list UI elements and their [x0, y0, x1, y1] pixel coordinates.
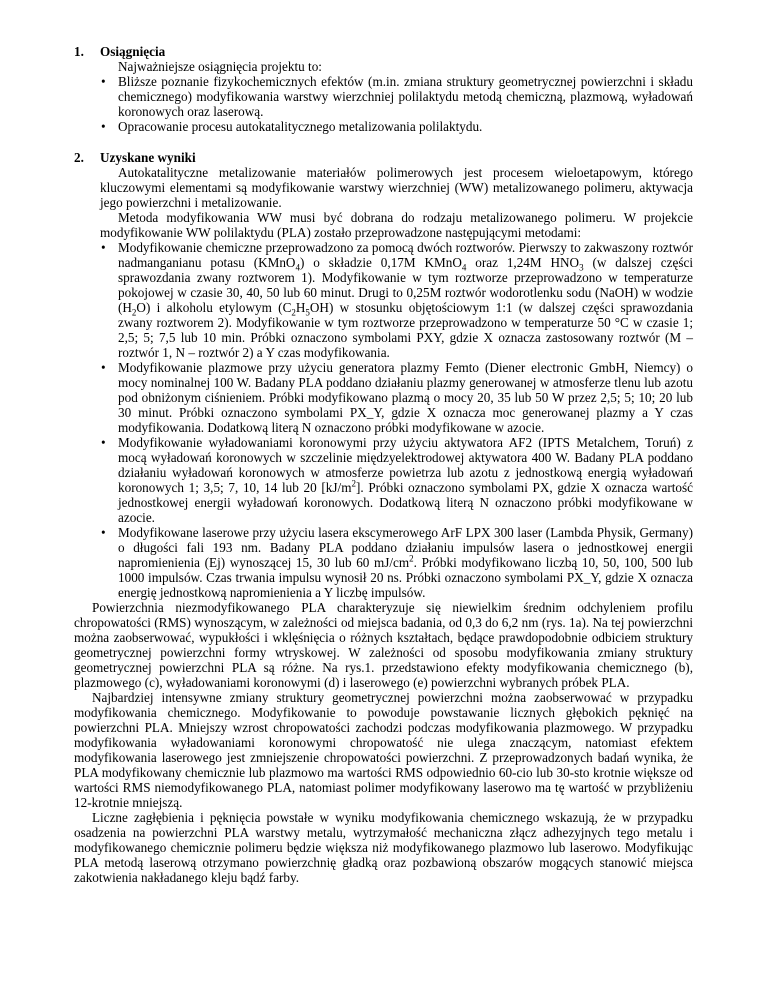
- section-achievements: [74, 44, 693, 134]
- document-page: [74, 44, 693, 885]
- bullet-icon: •: [101, 525, 106, 540]
- section-heading: Osiągnięcia: [100, 44, 166, 59]
- list-item: • Bliższe poznanie fizykochemicznych efektów (m.in. zmiana struktury geometrycznej powierzchni i składu chemicznego) modyfikowania warstwy wierzchniej polilaktydu metodą chemiczną, plazmową, wyładowań koronowych oraz laserową.: [101, 74, 693, 119]
- bullet-icon: •: [101, 74, 106, 89]
- section-number: 1.: [74, 44, 84, 59]
- list-item-plasma: • Modyfikowanie plazmowe przy użyciu generatora plazmy Femto (Diener electronic GmbH, Niemcy) o mocy nominalnej 100 W. Badany PLA poddano działaniu plazmy generowanej w atmosferze tlenu lub azotu pod obniżonym ciśnieniem. Próbki modyfikowano plazmą o mocy 20, 35 lub 50 W przez 2,5; 5; 10; 20 lub 30 minut. Próbki oznaczono symbolami PX_Y, gdzie X oznacza moc generowanej plazmy a Y czas modyfikowania. Dodatkową literą N oznaczono próbki modyfikowane w azocie.: [101, 360, 693, 435]
- bullet-icon: •: [101, 360, 106, 375]
- bullet-icon: •: [101, 119, 106, 134]
- list-item: • Opracowanie procesu autokatalitycznego metalizowania polilaktydu.: [101, 119, 483, 134]
- paragraph: Najbardziej intensywne zmiany struktury geometrycznej powierzchni można zaobserwować w przypadku modyfikowania chemicznego. Modyfikowanie to powoduje powstawanie licznych głębokich pęknięć na powierzchni PLA. Mniejszy wzrost chropowatości zachodzi podczas modyfikowania plazmowego. W przypadku modyfikowania wyładowaniami koronowymi chropowatość nie ulega znaczącym, natomiast efektem modyfikowania laserowego jest zmniejszenie chropowatości powierzchni. Z przeprowadzonych badań wynika, że PLA modyfikowany chemicznie lub plazmowo ma wartości RMS odpowiednio 60-cio lub 30-sto krotnie większe od wartości RMS niemodyfikowanego PLA, natomiast polimer modyfikowany laserowo ma tę wartość w przybliżeniu 12-krotnie mniejszą.: [74, 690, 693, 810]
- paragraph: Liczne zagłębienia i pęknięcia powstałe w wyniku modyfikowania chemicznego wskazują, że w przypadku osadzenia na powierzchni PLA warstwy metalu, wytrzymałość mechaniczna złącz adhezyjnych tego metalu i modyfikowanego chemicznie polimeru będzie większa niż modyfikowanego plazmowo lub laserowo. Modyfikując PLA metodą laserową otrzymano powierzchnię gładką oraz pozbawioną obszarów mogących stanowić miejsca zakotwienia nakładanego kleju bądź farby.: [74, 810, 693, 885]
- list-item-chemical: • Modyfikowanie chemiczne przeprowadzono za pomocą dwóch roztworów. Pierwszy to zakwaszony roztwór nadmanganianu potasu (KMnO$_4$) o składzie 0,17M KMnO$_4$ oraz 1,24M $HNO_3$ (w dalszej części sprawozdania zwany roztworem 1). Modyfikowanie w tym roztworze przeprowadzono w temperaturze pokojowej w czasie 30, 40, 50 lub 60 minut. Drugi to 0,25M roztwór wodorotlenku sodu (NaOH) w wodzie $(H_2O)$ i alkoholu etylowym $(C_2H_5OH)$ w stosunku objętościowym 1:1 (w dalszej części sprawozdania zwany roztworem 2). Modyfikowanie w tym roztworze przeprowadzono w temperaturze 50 °C w czasie 1; 2,5; 5; 7,5 lub 10 min. Próbki oznaczono symbolami PXY, gdzie X oznacza zastosowany roztwór (M – roztwór 1, N – roztwór 2) a Y czas modyfikowania.: [101, 240, 693, 360]
- section-number: 2.: [74, 150, 84, 165]
- list-item-laser: • Modyfikowane laserowe przy użyciu lasera ekscymerowego ArF LPX 300 laser (Lambda Physik, Germany) o długości fali 193 nm. Badany PLA poddano działaniu impulsów lasera o jednostkowej energii napromienienia (Ej) wynoszącej 15, 30 lub 60 $mJ/cm^2$. Próbki modyfikowano liczbą 10, 50, 100, 500 lub 1000 impulsów. Czas trwania impulsu wynosił 20 ns. Próbki oznaczono symbolami PX_Y, gdzie X oznacza energię jednostkową napromienienia a Y liczbę impulsów.: [101, 525, 693, 600]
- bullet-icon: •: [101, 435, 106, 450]
- section-heading: Uzyskane wyniki: [100, 150, 196, 165]
- list-item-corona: • Modyfikowanie wyładowaniami koronowymi przy użyciu aktywatora AF2 (IPTS Metalchem, Toruń) z mocą wyładowań koronowych w szczelinie międzyelektrodowej aktywatora 400 W. Badany PLA poddano działaniu wyładowań koronowych w atmosferze powietrza lub azotu z jednostkową energią wyładowań koronowych 1; 3,5; 7, 10, 14 lub 20 $[kJ/m^2]$. Próbki oznaczono symbolami PX, gdzie X oznacza wartość jednostkowej energii wyładowań koronowych. Dodatkową literą N oznaczono próbki modyfikowane w azocie.: [101, 435, 693, 525]
- paragraph: Autokatalityczne metalizowanie materiałów polimerowych jest procesem wieloetapowym, którego kluczowymi elementami są modyfikowanie warstwy wierzchniej (WW) metalizowanego polimeru, aktywacja jego powierzchni i metalizowanie.: [100, 165, 693, 210]
- bullet-icon: •: [101, 240, 106, 255]
- section-intro: Najważniejsze osiągnięcia projektu to:: [118, 59, 322, 74]
- paragraph: Metoda modyfikowania WW musi być dobrana do rodzaju metalizowanego polimeru. W projekcie modyfikowanie WW polilaktydu (PLA) zostało przeprowadzone następującymi metodami:: [100, 210, 693, 240]
- section-results: [74, 150, 693, 885]
- paragraph: Powierzchnia niezmodyfikowanego PLA charakteryzuje się niewielkim średnim odchyleniem profilu chropowatości (RMS) wynoszącym, w zależności od miejsca badania, od 0,3 do 6,2 nm (rys. 1a). Na tej powierzchni można zaobserwować, wypukłości i wklęśnięcia o różnych kształtach, będące prawdopodobnie odbiciem struktury geometrycznej powierzchni formy wtryskowej. W zależności od sposobu modyfikowania zmiany struktury geometrycznej powierzchni PLA są różne. Na rys.1. przedstawiono efekty modyfikowania chemicznego (b), plazmowego (c), wyładowaniami koronowymi (d) i laserowego (e) powierzchni wybranych próbek PLA.: [74, 600, 693, 690]
- methods-list: [100, 240, 693, 600]
- achievements-list: [100, 74, 693, 134]
